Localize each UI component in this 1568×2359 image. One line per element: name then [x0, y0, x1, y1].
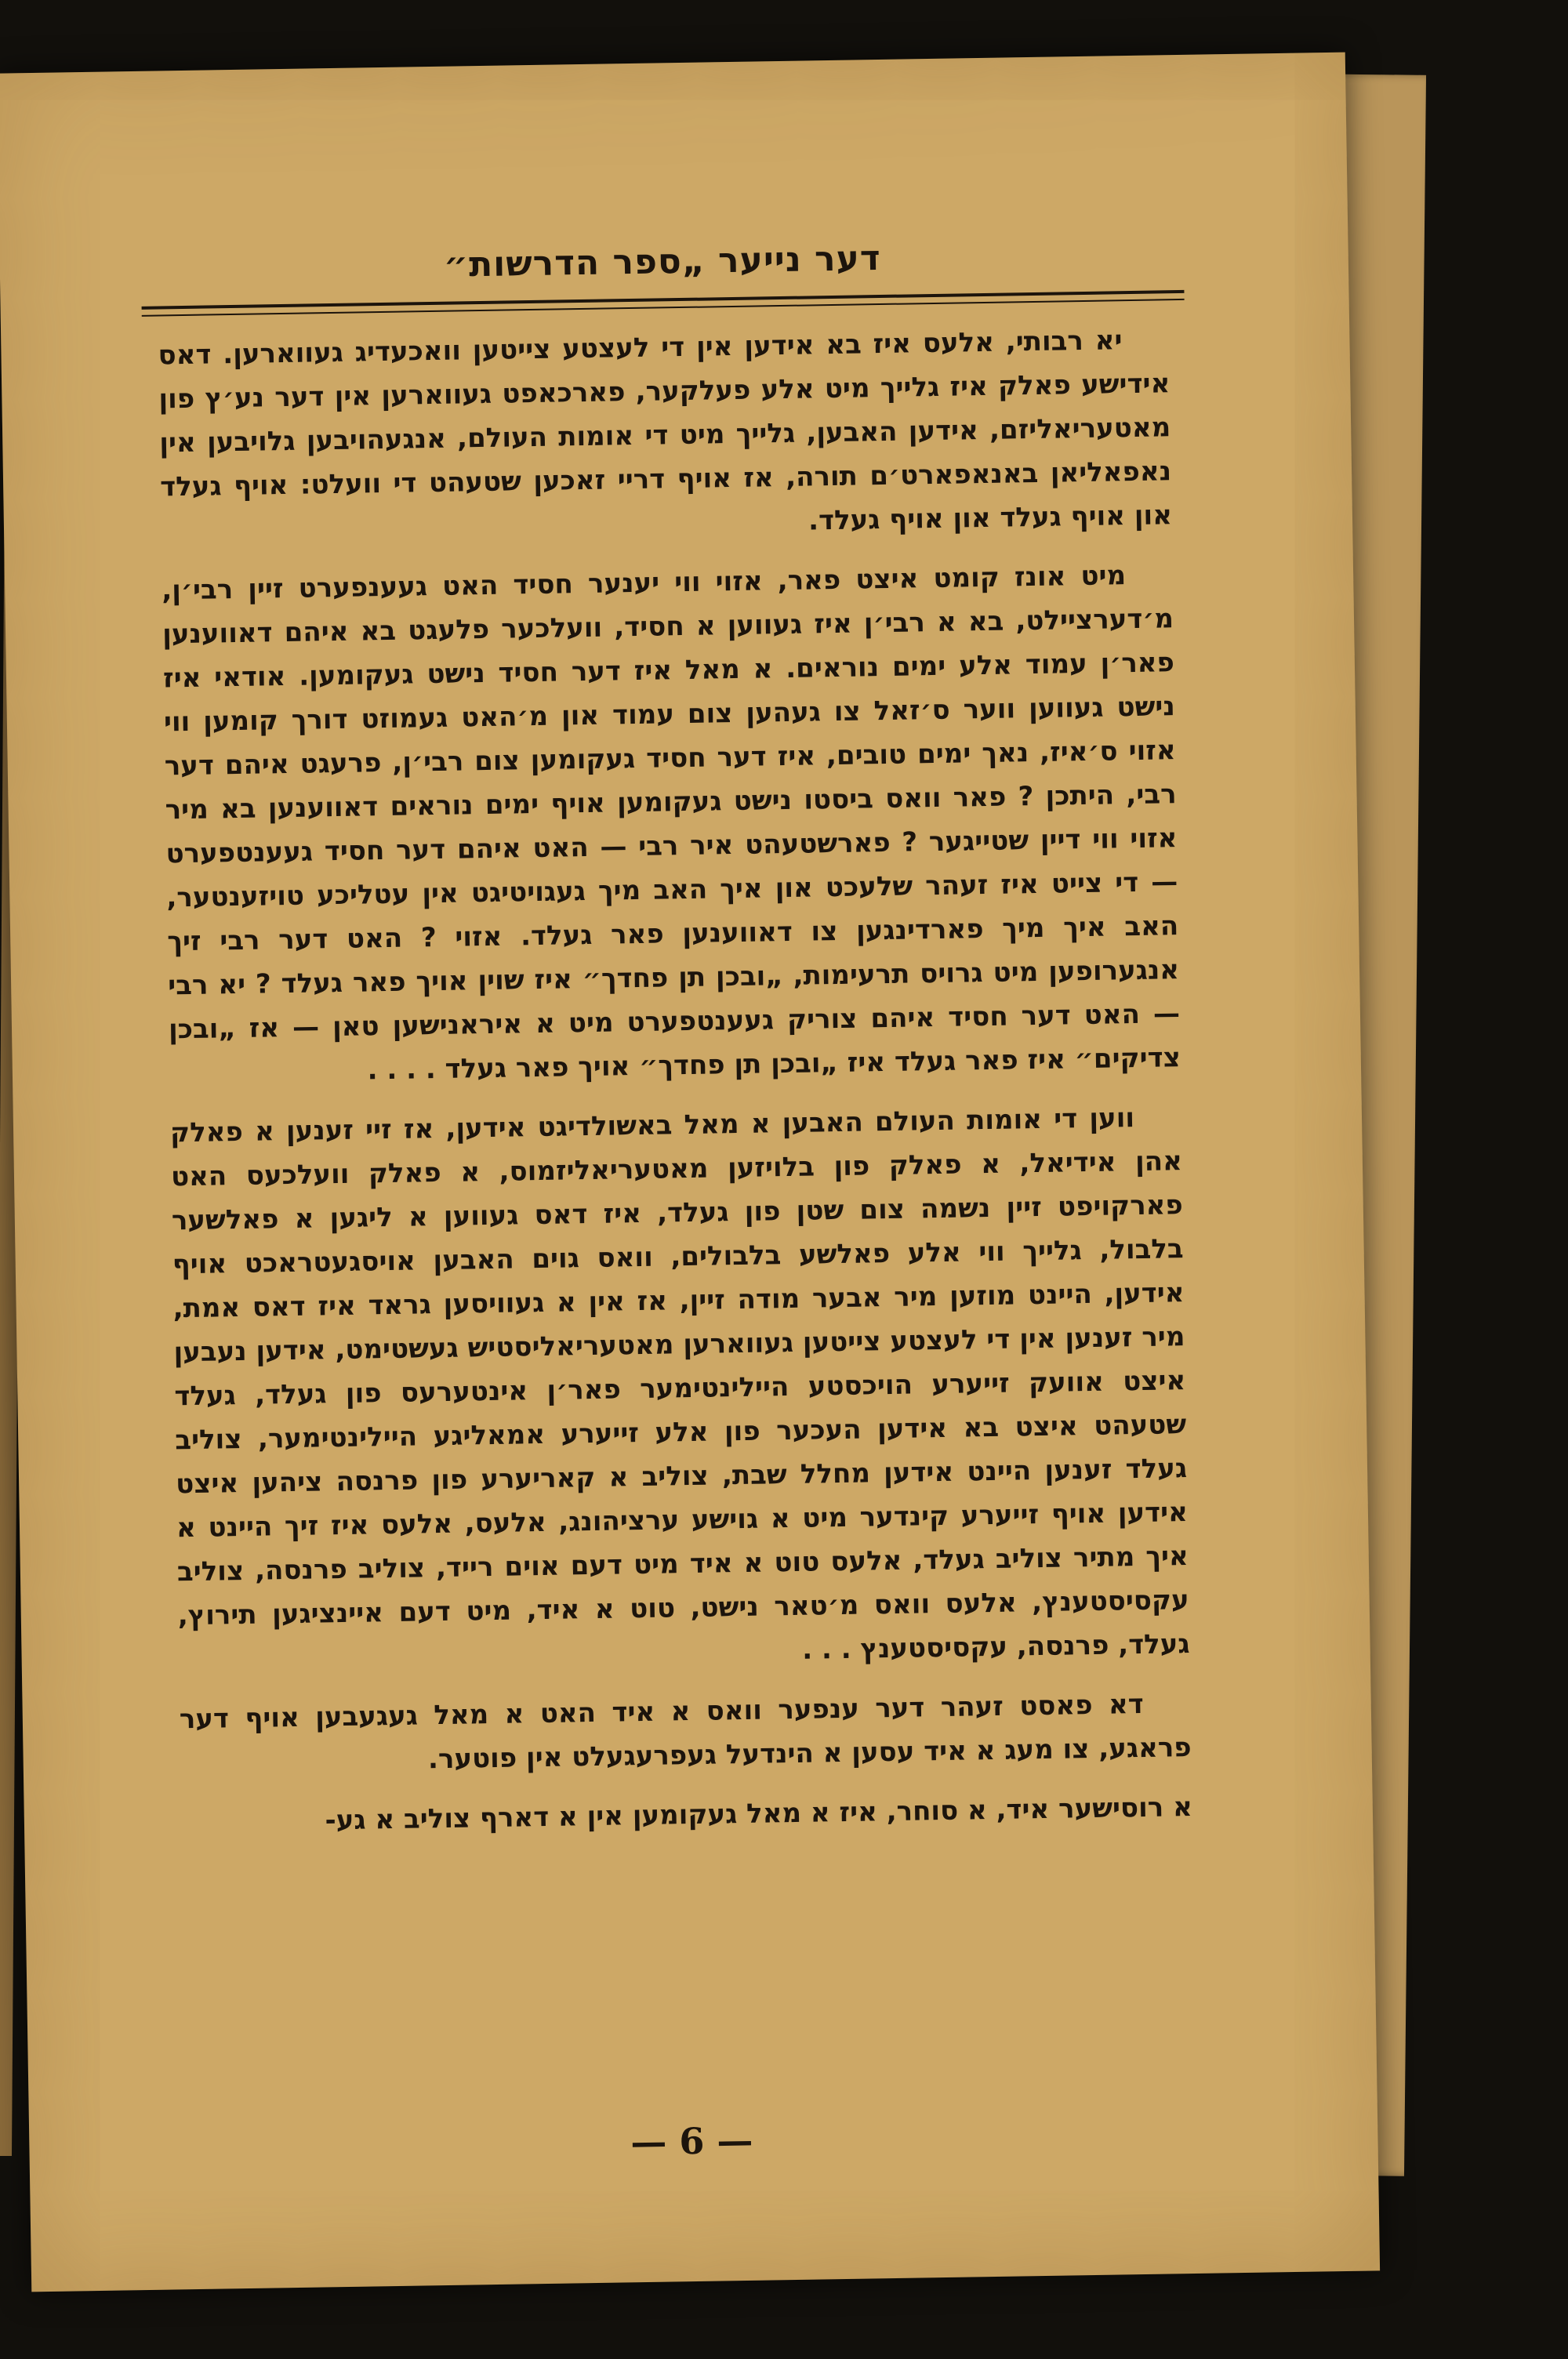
- paragraph-4: דא פאסט זעהר דער ענפער וואס א איד האט א מאל געגעבען אויף דער פראגע, צו מעג א איד עסען א הינדעל געפרעגעלט אין פוטער.: [179, 1688, 1192, 1776]
- body-text: [158, 318, 1192, 1860]
- running-header: דער נייער „ספר הדרשות״: [443, 238, 882, 285]
- page-number: — 6 —: [630, 2118, 753, 2164]
- paragraph-1: יא רבותי, אלעס איז בא אידען אין די לעצטע צייטען וואכעדיג געווארען. דאס אידישע פאלק איז גלייך מיט אלע פעלקער, פארכאפט געווארען אין דער נע׳ץ פון מאטעריאליזם, אידען האבען, גלייך מיט די אומות העולם, אנגעהויבען גלויבען אין נאפאליאן באנאפארט׳ם תורה, אז אויף דריי זאכען שטעהט די וועלט: אויף געלד און אויף געלד און אויף געלד.: [158, 325, 1173, 537]
- paragraph-3: ווען די אומות העולם האבען א מאל באשולדיגט אידען, אז זיי זענען א פאלק אהן אידיאל, א פאלק פון בלויזען מאטעריאליזמוס, א פאלק וועלכעס האט פארקויפט זיין נשמה צום שטן פון געלד, איז דאס געווען א ליגען א פאלשער בלבול, גלייך ווי אלע פאלשע בלבולים, וואס גוים האבען אויסגעטראכט אויף אידען, היינט מוזען מיר אבער מודה זיין, אז אין א געוויסען גראד איז דאס אמת, מיר זענען אין די לעצטע צייטען געווארען מאטעריאליסטיש געשטימט, אידען נעבען איצט אוועק זייערע הויכסטע היילינטימער פאר׳ן אינטערעס פון געלד, געלד שטעהט איצט בא אידען העכער פון אלע זייערע אמאליגע היילינטימער, צוליב געלד זענען היינט אידען מחלל שבת, צוליב א קאריערע פון פרנסה ציהען איצט אידען אויף זייערע קינדער מיט א גוישע ערציהונג, אלעס, אלעס איז זיך היינט א איך מתיר צוליב געלד, אלעס טוט א איד מיט דעם אוים רייד, צוליב פרנסה, צוליב עקסיסטענץ, אלעס וואס מ׳טאר נישט, טוט א איד, מיט דעם איינציגען תירוץ, געלד, פרנסה, עקסיסטענץ . . .: [169, 1102, 1190, 1666]
- book-page: [0, 53, 1380, 2292]
- paragraph-2: מיט אונז קומט איצט פאר, אזוי ווי יענער חסיד האט געענפערט זיין רבי׳ן, מ׳דערציילט, בא א רבי׳ן איז געווען א חסיד, וועלכער פלעגט בא איהם דאווענען פאר׳ן עמוד אלע ימים נוראים. א מאל איז דער חסיד נישט געקומען. אודאי איז נישט געווען ווער ס׳זאל צו געהען צום עמוד און מ׳האט געמוזט דורך קומען ווי אזוי ס׳איז, נאך ימים טובים, איז דער חסיד געקומען צום רבי׳ן, פרעגט איהם דער רבי, היתכן ? פאר וואס ביסטו נישט געקומען אויף ימים נוראים דאווענען בא מיר אזוי ווי דיין שטייגער ? פארשטעהט איר רבי — האט איהם דער חסיד געענטפערט — די צייט איז זעהר שלעכט און איך האב מיך געגויטיגט אין עטליכע טויזענטער, האב איך מיך פארדינגען צו דאווענען פאר געלד. אזוי ? האט דער רבי זיך אנגערופען מיט גרויס תרעימות, „ובכן תן פחדך״ איז שוין אויך פאר געלד ? יא רבי — האט דער חסיד איהם צוריק געענטפערט מיט א איראנישען טאן — אז „ובכן צדיקים״ איז פאר געלד איז „ובכן תן פחדך״ אויך פאר געלד . . . .: [161, 560, 1181, 1087]
- paragraph-5: א רוסישער איד, א סוחר, איז א מאל געקומען אין א דארף צוליב א גע-: [325, 1791, 1193, 1837]
